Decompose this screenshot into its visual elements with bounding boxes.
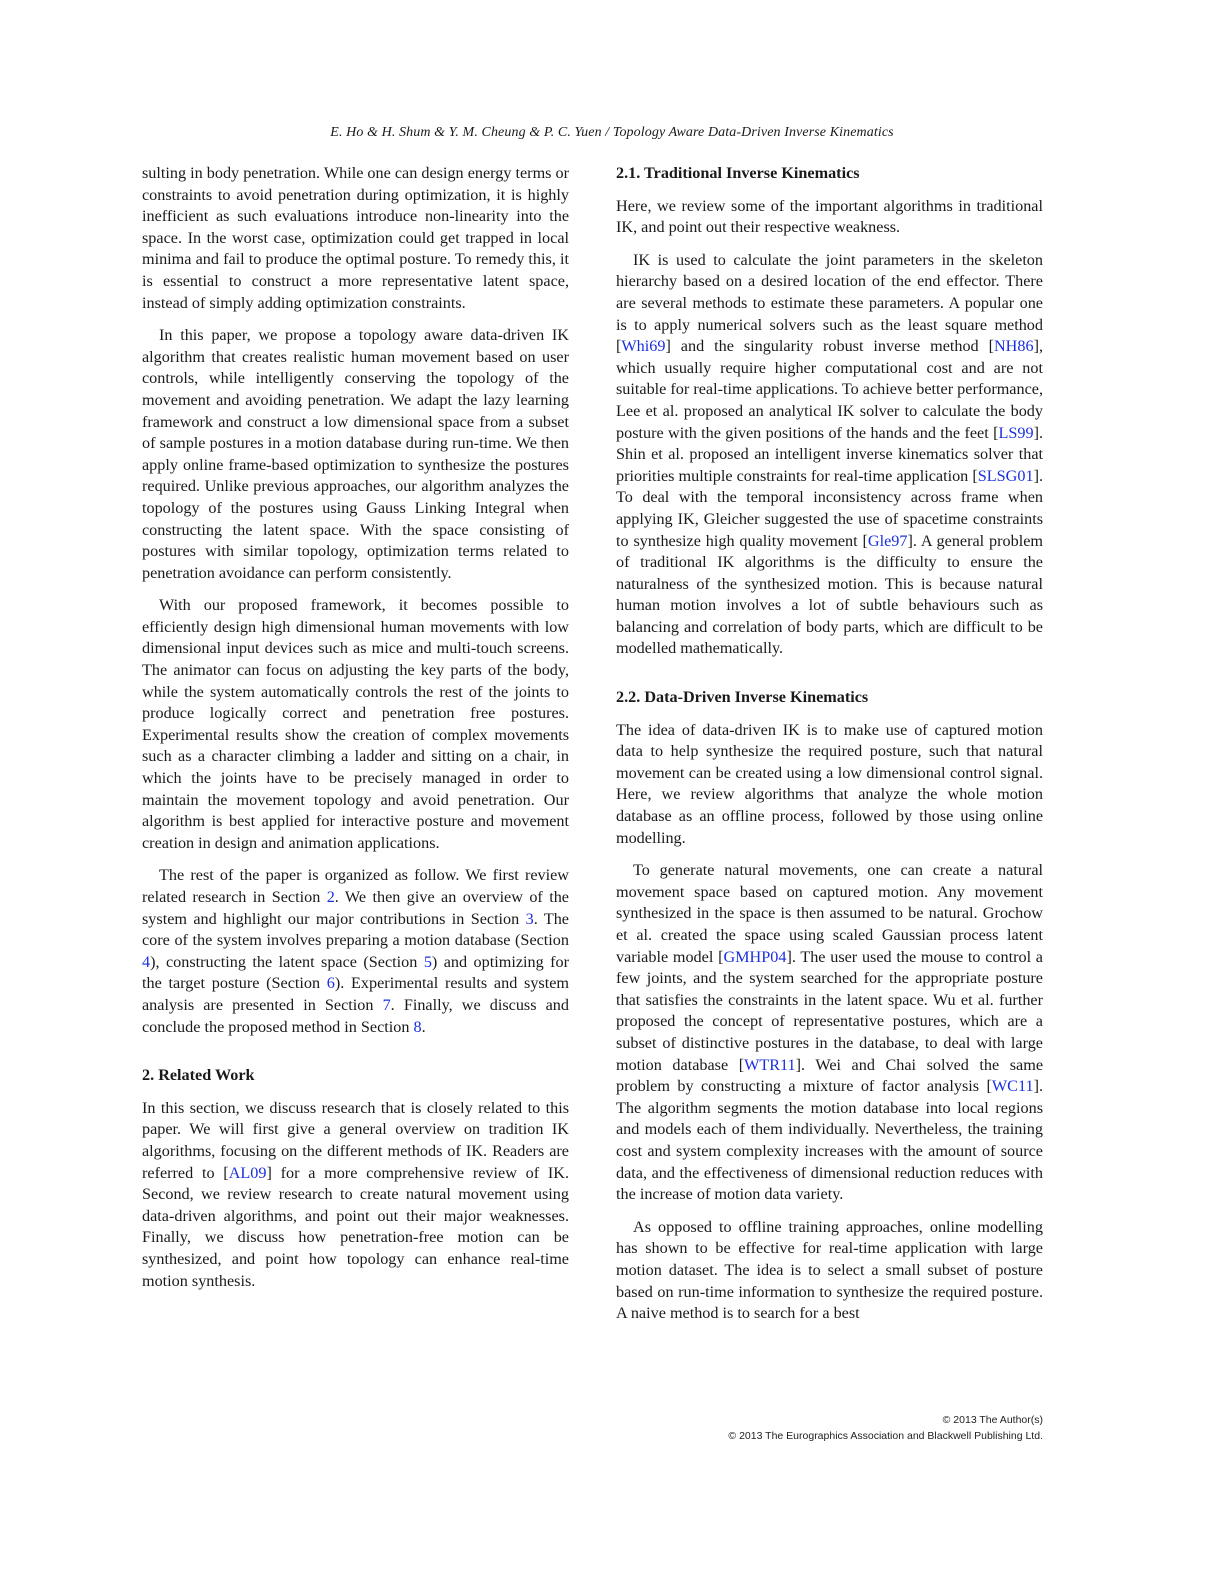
section-ref-link[interactable]: 8 [413,1017,422,1036]
copyright-line: © 2013 The Eurographics Association and Blackwell Publishing Ltd. [728,1430,1043,1442]
citation-link[interactable]: AL09 [228,1163,267,1182]
citation-link[interactable]: Gle97 [867,531,908,550]
citation-link[interactable]: WTR11 [744,1055,796,1074]
paragraph: With our proposed framework, it becomes possible to efficiently design high dimensional human movements with low dimensional input devices such as mice and multi-touch screens. The animator can focus on adjusting the key parts of the body, while the system automatically controls the rest of the joints to produce logically correct and penetration free postures. Experimental results show the creation of complex movements such as a character climbing a ladder and sitting on a chair, in which the joints have to be precisely managed in order to maintain the movement topology and avoid penetration. Our algorithm is best applied for interactive posture and movement creation in design and animation applications. [142,596,569,852]
paragraph: Here, we review some of the important algorithms in traditional IK, and point out their respective weakness. [616,196,1043,237]
citation-link[interactable]: WC11 [991,1077,1034,1096]
section-ref-link[interactable]: 7 [382,995,391,1014]
paragraph: sulting in body penetration. While one can design energy terms or constraints to avoid penetration during optimization, it is highly inefficient as such evaluations introduce non-linearity into the space. In the worst case, optimization could get trapped in local minima and fail to produce the optimal posture. To remedy this, it is essential to construct a more representative latent space, instead of simply adding optimization constraints. [142,164,569,312]
paragraph: IK is used to calculate the joint parameters in the skeleton hierarchy based on a desired location of the end effector. There are several methods to estimate these parameters. A popular one is to apply numerical solvers such as the least square method [Whi69] and the singularity robust inverse method [NH86], which usually require higher computational cost and are not suitable for real-time applications. To achieve better performance, Lee et al. proposed an analytical IK solver to calculate the body posture with the given positions of the hands and the feet [LS99]. Shin et al. proposed an intelligent inverse kinematics solver that priorities multiple constraints for real-time application [SLSG01]. To deal with the temporal inconsistency across frame when applying IK, Gleicher suggested the use of spacetime constraints to synthesize high quality movement [Gle97]. A general problem of traditional IK algorithms is the difficulty to ensure the naturalness of the synthesized motion. This is because natural human motion involves a lot of subtle behaviours such as balancing and correlation of body parts, which are difficult to be modelled mathematically. [616,250,1043,658]
citation-link[interactable]: GMHP04 [723,947,787,966]
paragraph: In this section, we discuss research that is closely related to this paper. We will first give a general overview on tradition IK algorithms, focusing on the different methods of IK. Readers are referred to [AL09] for a more comprehensive review of IK. Second, we review research to create natural movement using data-driven algorithms, and point out their major weaknesses. Finally, we discuss how penetration-free motion can be synthesized, and point how topology can enhance real-time motion synthesis. [142,1098,569,1290]
paragraph: As opposed to offline training approaches, online modelling has shown to be effective for real-time application with large motion dataset. The idea is to select a small subset of posture based on run-time information to synthesize the required posture. A naive method is to search for a best [616,1217,1043,1323]
section-ref-link[interactable]: 5 [423,952,432,971]
section-ref-link[interactable]: 4 [142,952,151,971]
section-heading: 2. Related Work [142,1066,255,1085]
citation-link[interactable]: Whi69 [621,337,666,356]
section-ref-link[interactable]: 3 [525,909,534,928]
left-column [142,163,569,1292]
running-head: E. Ho & H. Shum & Y. M. Cheung & P. C. Yuen / Topology Aware Data-Driven Inverse Kinematics [330,125,894,140]
paragraph: In this paper, we propose a topology aware data-driven IK algorithm that creates realistic human movement based on user controls, while intelligently conserving the topology of the movement and avoiding penetration. We adapt the lazy learning framework and construct a low dimensional space from a subset of sample postures in a motion database during run-time. We then apply online frame-based optimization to synthesize the postures required. Unlike previous approaches, our algorithm analyzes the topology of the postures using Gauss Linking Integral when constructing the latent space. With the space consisting of postures with similar topology, optimization terms related to penetration avoidance can perform consistently. [142,326,569,582]
citation-link[interactable]: LS99 [998,423,1034,442]
citation-link[interactable]: NH86 [993,337,1034,356]
paragraph: To generate natural movements, one can create a natural movement space based on captured motion. Any movement synthesized in the space is then assumed to be natural. Grochow et al. created the space using scaled Gaussian process latent variable model [GMHP04]. The user used the mouse to control a few joints, and the system searched for the appropriate posture that satisfies the constraints in the latent space. Wu et al. further proposed the concept of representative postures, which are a subset of distinctive postures in the database, to deal with large motion database [WTR11]. Wei and Chai solved the same problem by constructing a mixture of factor analysis [WC11]. The algorithm segments the motion database into local regions and models each of them individually. Nevertheless, the training cost and system complexity increases with the amount of source data, and the effectiveness of dimensional reduction reduces with the increase of motion data variety. [616,861,1044,1204]
citation-link[interactable]: SLSG01 [977,466,1034,485]
section-ref-link[interactable]: 2 [326,888,335,906]
paragraph: The idea of data-driven IK is to make use of captured motion data to help synthesize the required posture, such that natural movement can be created using a low dimensional control signal. Here, we review algorithms that analyze the whole motion database as an offline process, followed by those using online modelling. [616,720,1043,847]
right-column [616,163,1043,1325]
paragraph: The rest of the paper is organized as follow. We first review related research in Section 2. We then give an overview of the system and highlight our major contributions in Section 3. The core of the system involves preparing a motion database (Section 4), constructing the latent space (Section 5) and optimizing for the target posture (Section 6). Experimental results and system analysis are presented in Section 7. Finally, we discuss and conclude the proposed method in Section 8. [142,866,569,1036]
subsection-heading: 2.2. Data-Driven Inverse Kinematics [616,688,869,707]
copyright-footer [728,1412,1043,1444]
section-ref-link[interactable]: 6 [326,974,335,993]
subsection-heading: 2.1. Traditional Inverse Kinematics [616,164,860,182]
copyright-line: © 2013 The Author(s) [942,1414,1043,1426]
